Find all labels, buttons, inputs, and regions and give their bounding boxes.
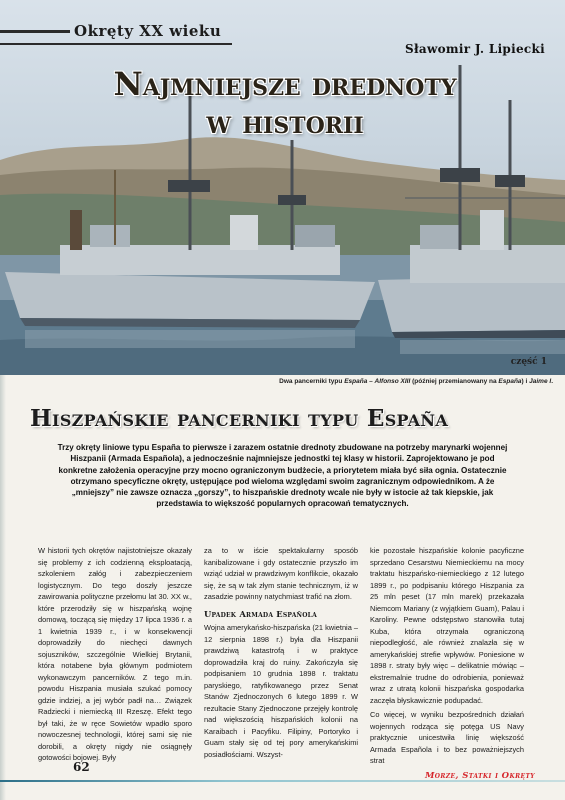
caption-renamed: España [498,378,522,385]
caption-end: . [551,378,553,385]
body-text: W historii tych okrętów najistotniejsze okazały się problemy z ich codzienną eksploatacją, szkoleniem załóg i zabezpieczeniem logistycznym. Do tego doszły jeszcze zawirowania polityczne przełomu lat 30. XX w., które przerodziły się w hiszpańską wojnę domową, toczącą się między 17 lipca 1936 r. a 1 kwietnia 1939 r., i w konsekwencji doprowadziły do niechęci dawnych sojuszników, szczególnie Wielkiej Brytanii, która notabene była głównym podmiotem wykonawczym pancerników. Z tego m.in. powodu Hiszpania musiała szukać pomocy gdzie indziej, a jej wybór padł na… Związek Radziecki i niemiecką III Rzeszę. Efekt tego był taki, że w ręce Sowietów wpadło sporo nowoczesnej technologii, której sami się nie dorobili, a okręty nigdy nie osiągnęły gotowości bojowej. Były [38,546,192,762]
page-gutter [0,375,6,800]
body-text: Wojna amerykańsko-hiszpańska (21 kwietnia – 12 sierpnia 1898 r.) była dla Hiszpanii prawdziwą katastrofą i w praktyce doprowadziła kraj do ruiny. Zakończyła się podpisaniem 10 grudnia 1898 r. traktatu paryskiego, ratyfikowanego przez Senat Stanów Zjednoczonych 6 lutego 1899 r. W rezultacie Stany Zjednoczone przejęły kontrolę nad większością hiszpańskich kolonii na Karaibach i Pacyfiku. Filipiny, Portoryko i Guam stały się od tej pory amerykańskimi posiadłościami. Wszyst- [204,623,358,759]
battleships-illustration [0,0,565,375]
body-text: Co więcej, w wyniku bezpośrednich działań wojennych rodząca się potęga US Navy praktycznie unicestwiła linię większość Armada Española i to bez poważniejszych strat [370,710,524,765]
caption-rest: (później przemianowany na [410,378,499,385]
part-tag: część 1 [510,357,547,367]
caption-prefix: Dwa pancerniki typu [279,378,345,385]
caption-and: ) i [521,378,530,385]
magazine-name: Morze, Statki i Okręty [424,771,535,781]
caption-ship-1: Alfonso XIII [374,378,411,385]
article-title: Hiszpańskie pancerniki typu España [30,405,449,432]
article-body [38,545,524,765]
caption-ship-class: España [344,378,368,385]
section-tag [0,22,235,50]
page-number: 62 [73,760,90,774]
caption-ship-2: Jaime I [529,378,552,385]
caption-dash: – [367,378,375,385]
subheading: Upadek Armada Española [204,608,317,619]
hero-title-line-2: w historii [206,103,364,141]
body-text: kie pozostałe hiszpańskie kolonie pacyficzne sprzedano Cesarstwu Niemieckiemu na mocy traktatu hiszpańsko-niemieckiego z 12 lutego 1899 r., po podpisaniu którego Hiszpania za 25 mln peset (17 mln marek) przekazała Niemcom Mariany (z wyjątkiem Guam), Palau i Karoliny. Pewne odstępstwo stanowiła tutaj Kuba, która otrzymała ograniczoną niepodległość, ale również znalazła się w amerykańskiej strefie wpływów. Poniesione w 1898 r. straty były więc – delikatnie mówiąc – ekstremalnie trudne do odrobienia, ponieważ wraz z utratą kolonii hiszpańska gospodarka zaczęła błyskawicznie podupadać. [370,546,524,705]
article-lead: Trzy okręty liniowe typu España to pierwsze i zarazem ostatnie drednoty zbudowane na potrzeby marynarki wojennej Hiszpanii (Armada Española), a jednocześnie najmniejsze jednostki tej klasy w historii. Zaprojektowano je pod konkretne założenia operacyjne przy mocno ograniczonym budżecie, a priorytetem miała być siła ognia. Ostatecznie otrzymano specyficzne okręty, ustępujące pod wieloma względami swoim zagranicznym odpowiednikom. A że „mniejszy” nie zawsze oznacza „gorszy”, to hiszpańskie drednoty wcale nie były w istocie aż tak kiepskie, jak przedstawia to większość popularnych opracowań tematycznych. [57,443,508,509]
section-label: Okręty XX wieku [74,22,222,40]
section-rule-bottom [0,43,232,45]
photo-caption [150,378,553,385]
body-column-3 [370,545,524,765]
section-rule-top [0,30,70,33]
body-column-1 [38,545,192,762]
hero-title-line-1: Najmniejsze drednoty [113,65,457,103]
author-name: Sławomir J. Lipiecki [404,42,545,56]
body-column-2 [204,545,358,759]
hero-title [60,65,510,141]
body-text: za to w iście spektakularny sposób kanibalizowane i gdy ostatecznie przyszło im wziąć udział w prawdziwym konflikcie, okazało się, że są w tak złym stanie technicznym, iż w zasadzie powinny natychmiast trafić na złom. [204,546,358,601]
hero-photo [0,0,565,375]
